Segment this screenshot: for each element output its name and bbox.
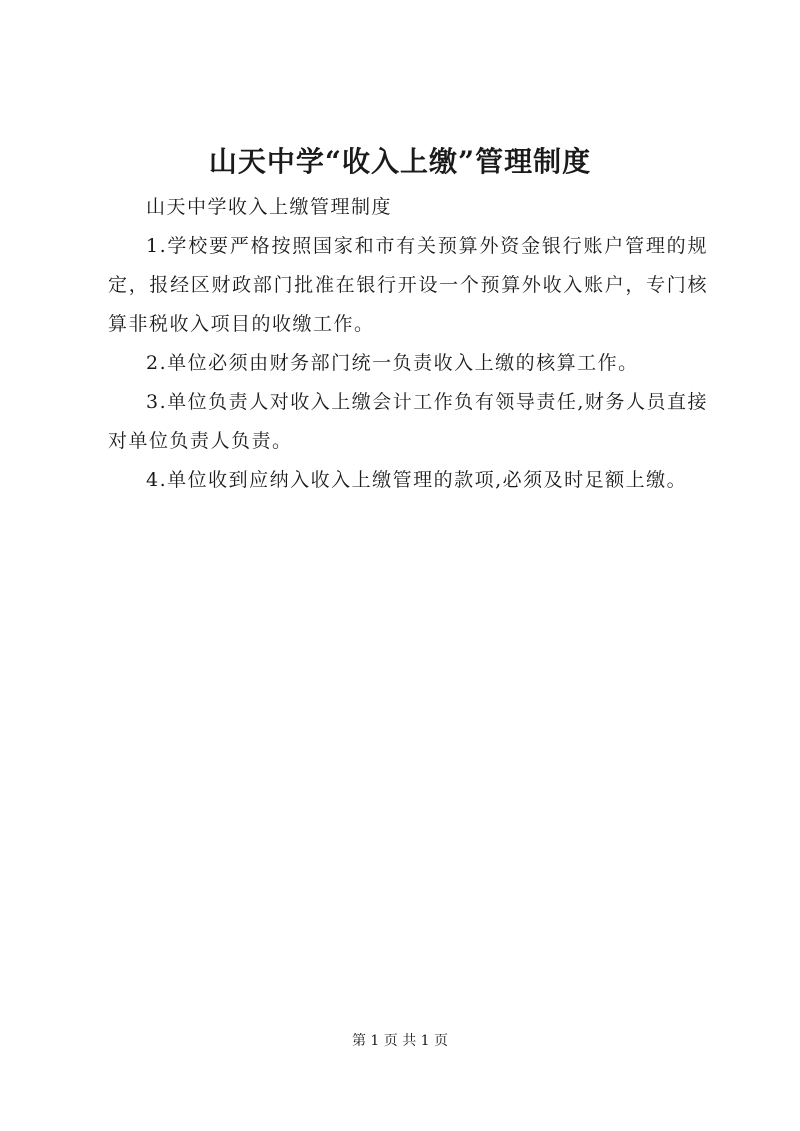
paragraph-item-4: 4.单位收到应纳入收入上缴管理的款项,必须及时足额上缴。 [146,469,688,491]
paragraph-item-1: 1.学校要严格按照国家和市有关预算外资金银行账户管理的规定，报经区财政部门批准在银行开设一个预算外收入账户，专门核算非税收入项目的收缴工作。 [108,235,708,335]
document-title: 山天中学“收入上缴”管理制度 [208,145,592,178]
paragraph-item-2: 2.单位必须由财务部门统一负责收入上缴的核算工作。 [146,352,639,374]
paragraph-item-3: 3.单位负责人对收入上缴会计工作负有领导责任,财务人员直接对单位负责人负责。 [108,391,708,452]
paragraph-subtitle: 山天中学收入上缴管理制度 [146,196,393,218]
page-footer: 第 1 页 共 1 页 [351,1033,449,1049]
document-body [108,188,708,500]
